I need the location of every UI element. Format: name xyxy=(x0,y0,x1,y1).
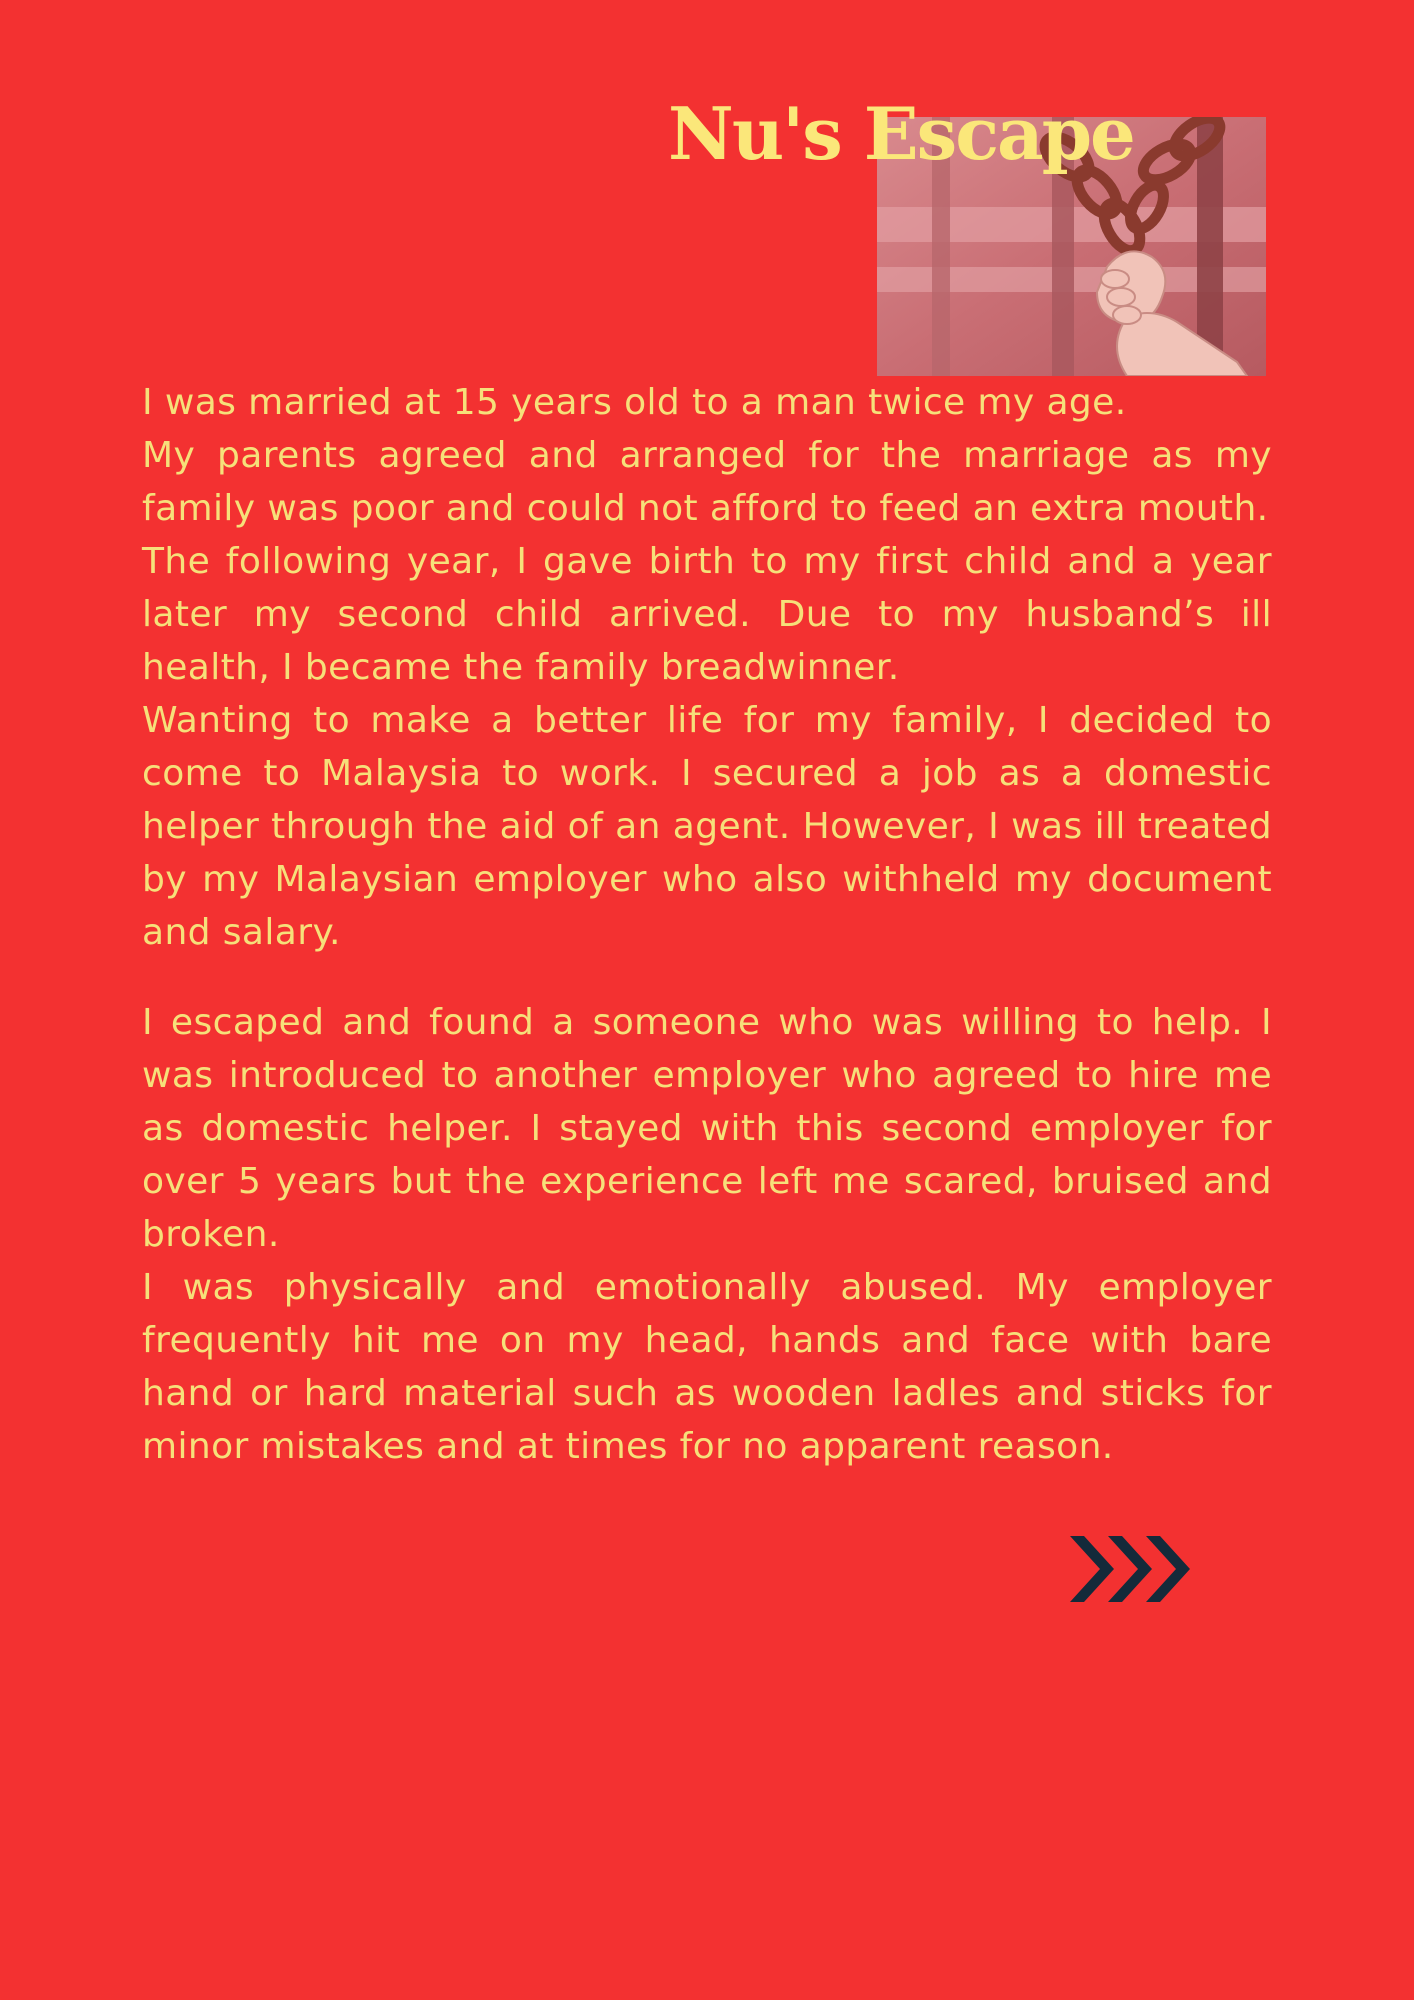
story-paragraph: I was physically and emotionally abused. My employer frequently hit me on my head, hands and face with bare hand or hard material such as wooden ladles and sticks for minor mistakes and at times for no apparent reason. xyxy=(142,1267,1272,1467)
story-paragraph: The following year, I gave birth to my first child and a year later my second child arrived. Due to my husband’s ill health, I became the family breadwinner. xyxy=(142,541,1272,688)
page-title: Nu's Escape xyxy=(668,91,1134,176)
story-text xyxy=(142,376,1272,1473)
story-paragraph: I was married at 15 years old to a man twice my age. xyxy=(142,382,1127,423)
story-paragraph: Wanting to make a better life for my family, I decided to come to Malaysia to work. I secured a job as a domestic helper through the aid of an agent. However, I was ill treated by my Malaysian employer who also withheld my document and salary. xyxy=(142,700,1272,953)
story-paragraph: I escaped and found a someone who was willing to help. I was introduced to another employer who agreed to hire me as domestic helper. I stayed with this second employer for over 5 years but the experience left me scared, bruised and broken. xyxy=(142,1002,1272,1255)
triple-chevron-right-icon[interactable] xyxy=(1070,1536,1190,1602)
story-paragraph: My parents agreed and arranged for the marriage as my family was poor and could not afford to feed an extra mouth. xyxy=(142,435,1272,529)
